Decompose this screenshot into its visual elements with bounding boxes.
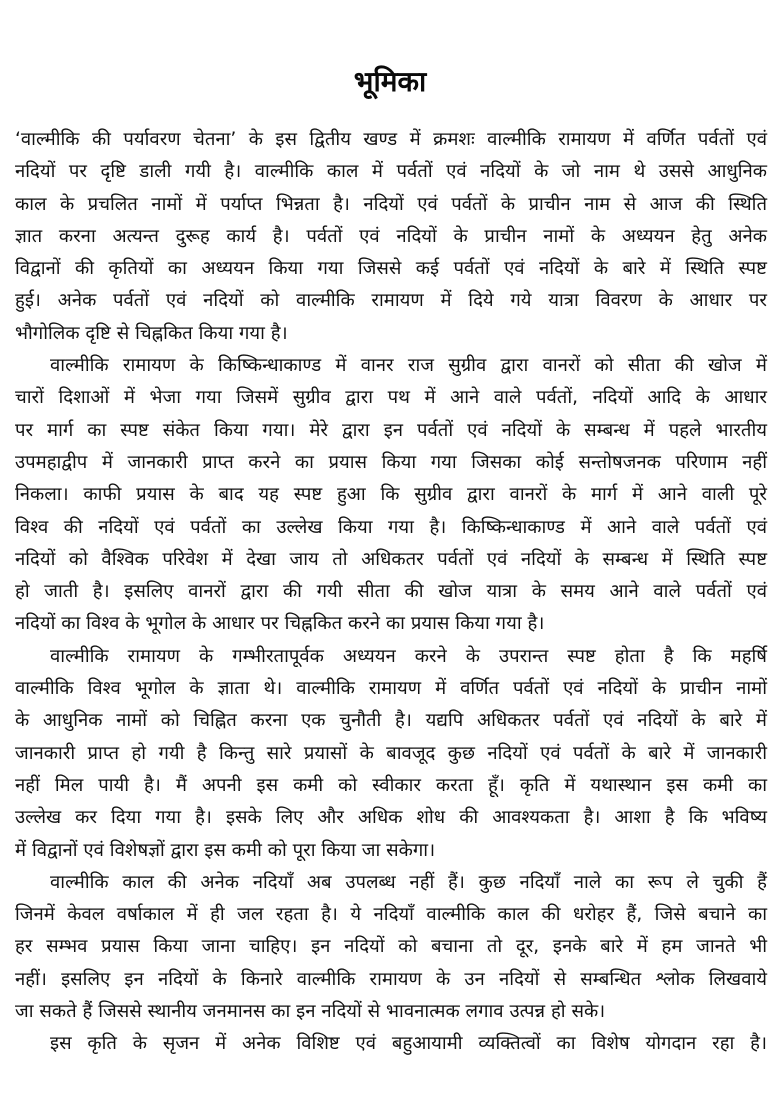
text-line: उपमहाद्वीप में जानकारी प्राप्त करने का प्रयास किया गया जिसका कोई सन्तोषजनक परिणाम नहीं <box>15 451 767 473</box>
text-line: उल्लेख कर दिया गया है। इसके लिए और अधिक शोध की आवश्यकता है। आशा है कि भविष्य <box>15 807 767 829</box>
paragraph-4 <box>15 867 767 1028</box>
document-body <box>15 124 767 1061</box>
text-line: हर सम्भव प्रयास किया जाना चाहिए। इन नदियों को बचाना तो दूर, इनके बारे में हम जानते भी <box>15 936 767 958</box>
text-line: जा सकते हैं जिससे स्थानीय जनमानस का इन नदियों से भावनात्मक लगाव उत्पन्न हो सके। <box>15 1001 606 1023</box>
paragraph-1 <box>15 124 767 350</box>
text-line: हो जाती है। इसलिए वानरों द्वारा की गयी सीता की खोज यात्रा के समय आने वाले पर्वतों एवं <box>15 581 767 603</box>
text-line: नदियों पर दृष्टि डाली गयी है। वाल्मीकि काल में पर्वतों एवं नदियों के जो नाम थे उससे आधुनिक <box>15 161 767 183</box>
text-line: ज्ञात करना अत्यन्त दुरूह कार्य है। पर्वतों एवं नदियों के प्राचीन नामों के अध्ययन हेतु अनेक <box>15 225 767 247</box>
text-line: वाल्मीकि रामायण के गम्भीरतापूर्वक अध्ययन करने के उपरान्त स्पष्ट होता है कि महर्षि <box>50 645 767 667</box>
text-line: जानकारी प्राप्त हो गयी है किन्तु सारे प्रयासों के बावजूद कुछ नदियों एवं पर्वतों के बारे में जानकारी <box>15 742 767 764</box>
text-line: भौगोलिक दृष्टि से चिह्नकित किया गया है। <box>15 322 288 344</box>
text-line: जिनमें केवल वर्षाकाल में ही जल रहता है। ये नदियाँ वाल्मीकि काल की धरोहर हैं, जिसे बचाने का <box>15 904 767 926</box>
page-title: भूमिका <box>353 65 427 98</box>
paragraph-5 <box>15 1028 767 1060</box>
paragraph-2 <box>15 350 767 641</box>
text-line: पर मार्ग का स्पष्ट संकेत किया गया। मेरे द्वारा इन पर्वतों एवं नदियों के सम्बन्ध में पहले भारतीय <box>15 419 767 441</box>
text-line: काल के प्रचलित नामों में पर्याप्त भिन्नता है। नदियों एवं पर्वतों के प्राचीन नाम से आज की स्थिति <box>15 193 767 215</box>
text-line: वाल्मीकि रामायण के किष्किन्धाकाण्ड में वानर राज सुग्रीव द्वारा वानरों को सीता की खोज में <box>50 355 767 377</box>
text-line: नहीं। इसलिए इन नदियों के किनारे वाल्मीकि रामायण के उन नदियों से सम्बन्धित श्लोक लिखवाये <box>15 968 767 990</box>
text-line: विश्व की नदियों एवं पर्वतों का उल्लेख किया गया है। किष्किन्धाकाण्ड में आने वाले पर्वतों एवं <box>15 516 767 538</box>
text-line: के आधुनिक नामों को चिह्नित करना एक चुनौती है। यद्यपि अधिकतर पर्वतों एवं नदियों के बारे में <box>15 710 767 732</box>
text-line: ‘वाल्मीकि की पर्यावरण चेतना’ के इस द्वितीय खण्ड में क्रमशः वाल्मीकि रामायण में वर्णित पर्वतों एवं <box>15 129 767 150</box>
text-line: नहीं मिल पायी है। मैं अपनी इस कमी को स्वीकार करता हूँ। कृति में यथास्थान इस कमी का <box>15 774 767 796</box>
text-line: वाल्मीकि काल की अनेक नदियाँ अब उपलब्ध नहीं हैं। कुछ नदियाँ नाले का रूप ले चुकी हैं <box>50 871 767 893</box>
text-line: निकला। काफी प्रयास के बाद यह स्पष्ट हुआ कि सुग्रीव द्वारा वानरों के मार्ग में आने वाली पूरे <box>15 484 767 506</box>
text-line: नदियों को वैश्विक परिवेश में देखा जाय तो अधिकतर पर्वतों एवं नदियों के सम्बन्ध में स्थिति स्पष्ट <box>15 548 767 570</box>
paragraph-3 <box>15 641 767 867</box>
text-line: हुई। अनेक पर्वतों एवं नदियों को वाल्मीकि रामायण में दिये गये यात्रा विवरण के आधार पर <box>15 290 767 312</box>
text-line: नदियों का विश्व के भूगोल के आधार पर चिह्नकित करने का प्रयास किया गया है। <box>15 613 545 635</box>
text-line: विद्वानों की कृतियों का अध्ययन किया गया जिससे कई पर्वतों एवं नदियों के बारे में स्थिति स्पष्ट <box>15 258 767 280</box>
text-line: इस कृति के सृजन में अनेक विशिष्ट एवं बहुआयामी व्यक्तित्वों का विशेष योगदान रहा है। <box>50 1033 767 1055</box>
text-line: वाल्मीकि विश्व भूगोल के ज्ञाता थे। वाल्मीकि रामायण में वर्णित पर्वतों एवं नदियों के प्राचीन नामों <box>15 678 767 700</box>
text-line: चारों दिशाओं में भेजा गया जिसमें सुग्रीव द्वारा पथ में आने वाले पर्वतों, नदियों आदि के आधार <box>15 387 767 409</box>
text-line: में विद्वानों एवं विशेषज्ञों द्वारा इस कमी को पूरा किया जा सकेगा। <box>15 839 436 861</box>
